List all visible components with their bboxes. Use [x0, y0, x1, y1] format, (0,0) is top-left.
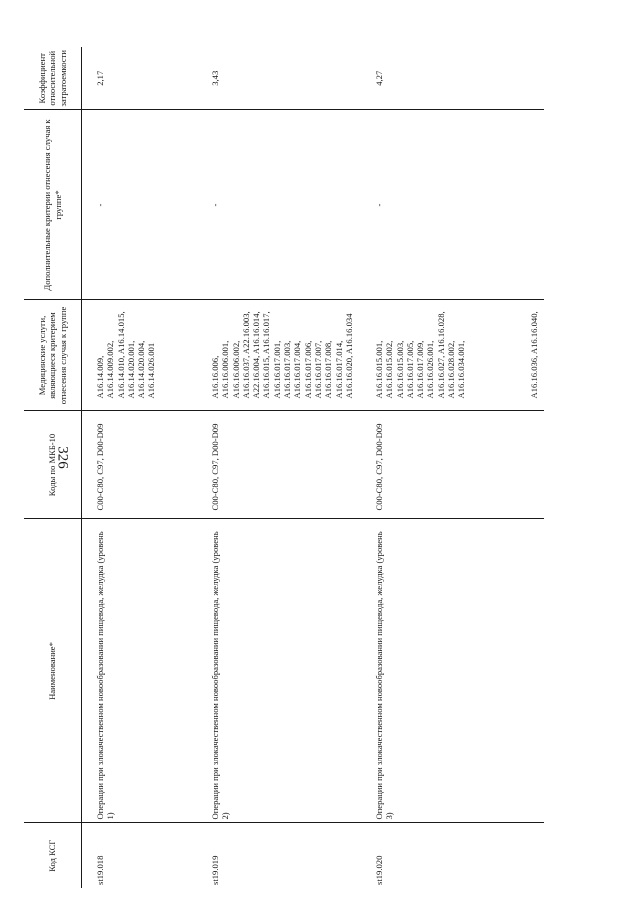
row-mkb: C00-C80, C97, D00-D09 — [197, 411, 361, 519]
empty-cell — [528, 519, 544, 823]
table-row — [361, 47, 528, 888]
table-header-row — [24, 47, 82, 888]
header-coef: Коэффициент относительной затратоемкости — [24, 47, 82, 110]
row-name: Операции при злокачественном новообразовании пищевода, желудка (уровень 2) — [197, 519, 361, 823]
row-services: A16.16.015.001, A16.16.015.002, A16.16.015.003, A16.16.017.005, A16.16.017.009, A16.16.026.001, A16.16.027, A16.16.028, A16.16.028.002, A16.16.034.001, — [361, 300, 528, 411]
row-coef: 4,27 — [361, 47, 528, 110]
row-services: A16.14.009, A16.14.009.002, A16.14.010, A16.14.015, A16.14.020.001, A16.14.020.004, A16.14.026.001 — [82, 300, 198, 411]
row-code: st19.019 — [210, 855, 220, 885]
empty-cell — [528, 823, 544, 888]
header-criteria: Дополнительные критерии отнесения случая к группе* — [24, 110, 82, 300]
row-criteria: - — [361, 110, 528, 300]
row-services-continuation: A16.16.036, A16.16.040, — [528, 300, 544, 411]
row-code: st19.018 — [95, 855, 105, 885]
table-row — [197, 47, 361, 888]
header-name: Наименование* — [24, 519, 82, 823]
header-services: Медицинские услуги, являющиеся критерием отнесения случая к группе — [24, 300, 82, 411]
row-services: A16.16.006, A16.16.006.001, A16.16.006.002, A16.16.037, A22.16.003, A22.16.004, A16.16.014, A16.16.015, A16.16.017, A16.16.017.001, A16.16.017.003, A16.16.017.004, A16.16.017.006, A16.16.017.007, A16.16.017.008, A16.16.017.014, A16.16.020, A16.16.034 — [197, 300, 361, 411]
empty-cell — [528, 411, 544, 519]
empty-cell — [528, 110, 544, 300]
row-mkb: C00-C80, C97, D00-D09 — [82, 411, 198, 519]
header-code: Код КСГ — [24, 823, 82, 888]
ksg-table — [24, 47, 544, 888]
page-number: 326 — [54, 446, 71, 469]
row-mkb: C00-C80, C97, D00-D09 — [361, 411, 528, 519]
table-row — [82, 47, 198, 888]
row-criteria: - — [82, 110, 198, 300]
row-coef: 2,17 — [82, 47, 198, 110]
header-mkb: Коды по МКБ-10 — [24, 411, 82, 519]
row-name: Операции при злокачественном новообразовании пищевода, желудка (уровень 1) — [82, 519, 198, 823]
row-code: st19.020 — [374, 855, 384, 885]
row-coef: 3,43 — [197, 47, 361, 110]
row-criteria: - — [197, 110, 361, 300]
row-name: Операции при злокачественном новообразовании пищевода, желудка (уровень 3) — [361, 519, 528, 823]
rotated-page — [0, 32, 539, 905]
table-row-continuation — [528, 47, 544, 888]
empty-cell — [528, 47, 544, 110]
